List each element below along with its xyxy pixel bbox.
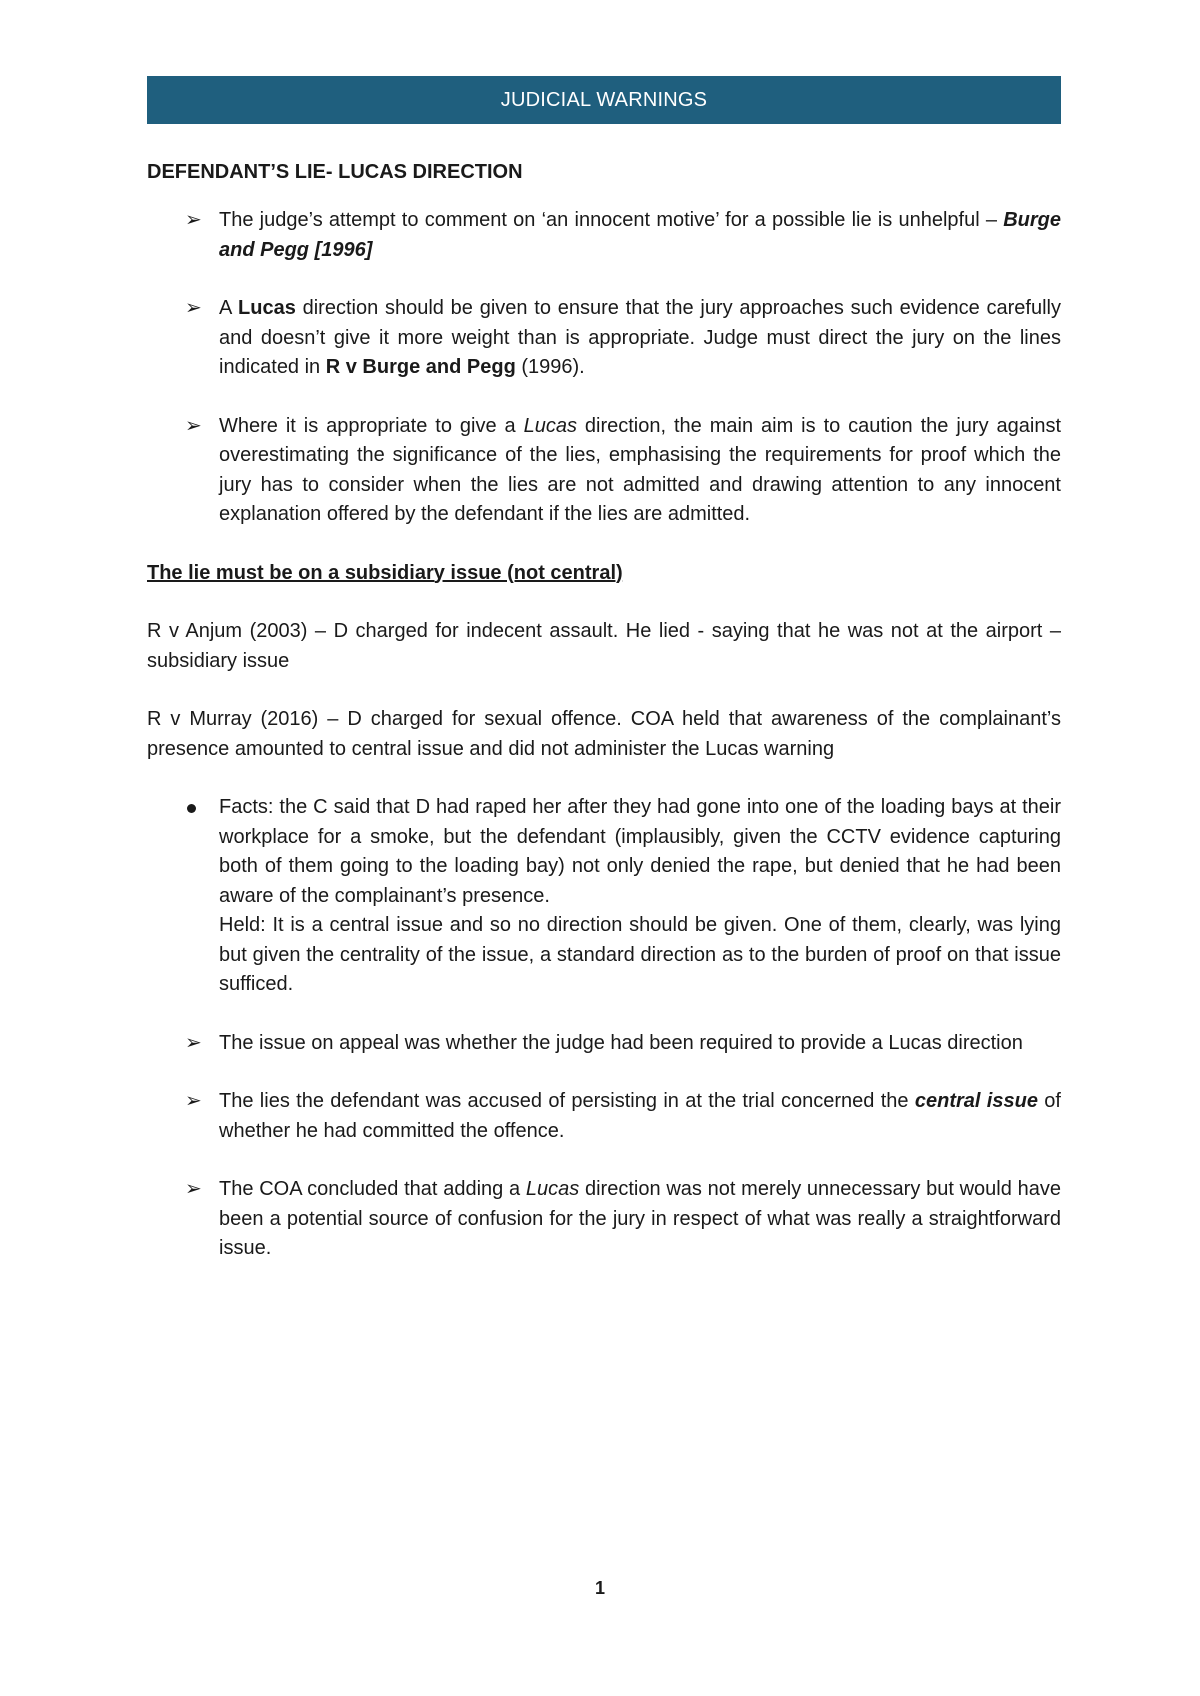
arrow-bullet-icon: ➢ [185,1031,202,1054]
arrow-bullet-icon: ➢ [185,209,202,231]
list-item [147,793,1061,1000]
banner-title: JUDICIAL WARNINGS [500,89,708,111]
arrow-bullet-icon: ➢ [185,1090,202,1112]
arrow-bullet-icon: ➢ [185,1178,202,1200]
arrow-bullet-icon: ➢ [185,414,202,437]
list-item: ➢ The judge’s attempt to comment on ‘an innocent motive’ for a possible lie is unhelpful – Burge and Pegg [1996] [147,206,1061,265]
list-item: ➢ A Lucas direction should be given to ensure that the jury approaches such evidence carefully and doesn’t give it more weight than is appropriate. Judge must direct the jury on the lines indicated in R v Burge and Pegg (1996). [147,294,1061,383]
arrow-bullet-icon: ➢ [185,297,202,319]
subheading: The lie must be on a subsidiary issue (not central) [147,561,623,584]
page-number: 1 [594,1578,605,1598]
case-citation: R v Burge and Pegg [325,356,516,378]
case-paragraph-murray: R v Murray (2016) – D charged for sexual offence. COA held that awareness of the complainant’s presence amounted to central issue and did not administer the Lucas warning [147,708,1061,760]
case-citation: Burge and Pegg [1996] [219,209,1061,261]
list-item: ➢ The lies the defendant was accused of persisting in at the trial concerned the central issue of whether he had committed the offence. [147,1087,1061,1146]
list-item: ➢ Where it is appropriate to give a Lucas direction, the main aim is to caution the jury against overestimating the significance of the lies, emphasising the requirements for proof which the jury has to consider when the lies are not admitted and drawing attention to any innocent explanation offered by the defendant if the lies are admitted. [147,412,1061,530]
list-item: ➢ The issue on appeal was whether the judge had been required to provide a Lucas direction [147,1029,1061,1059]
section-heading: DEFENDANT’S LIE- LUCAS DIRECTION [147,161,523,183]
case-paragraph-anjum: R v Anjum (2003) – D charged for indecent assault. He lied - saying that he was not at the airport – subsidiary issue [147,620,1061,672]
facts-text: Facts: the C said that D had raped her after they had gone into one of the loading bays at their workplace for a smoke, but the defendant (implausibly, given the CCTV evidence capturing both of them going to the loading bay) not only denied the rape, but denied that he had been aware of the complainant’s presence. [219,796,1061,907]
held-text: Held: It is a central issue and so no direction should be given. One of them, clearly, was lying but given the centrality of the issue, a standard direction as to the burden of proof on that issue sufficed. [219,914,1061,995]
round-bullet-icon [187,804,196,813]
document-page [147,76,1061,1264]
list-item: ➢ The COA concluded that adding a Lucas direction was not merely unnecessary but would have been a potential source of confusion for the jury in respect of what was really a straightforward issue. [147,1175,1061,1264]
section-banner [147,76,1061,124]
